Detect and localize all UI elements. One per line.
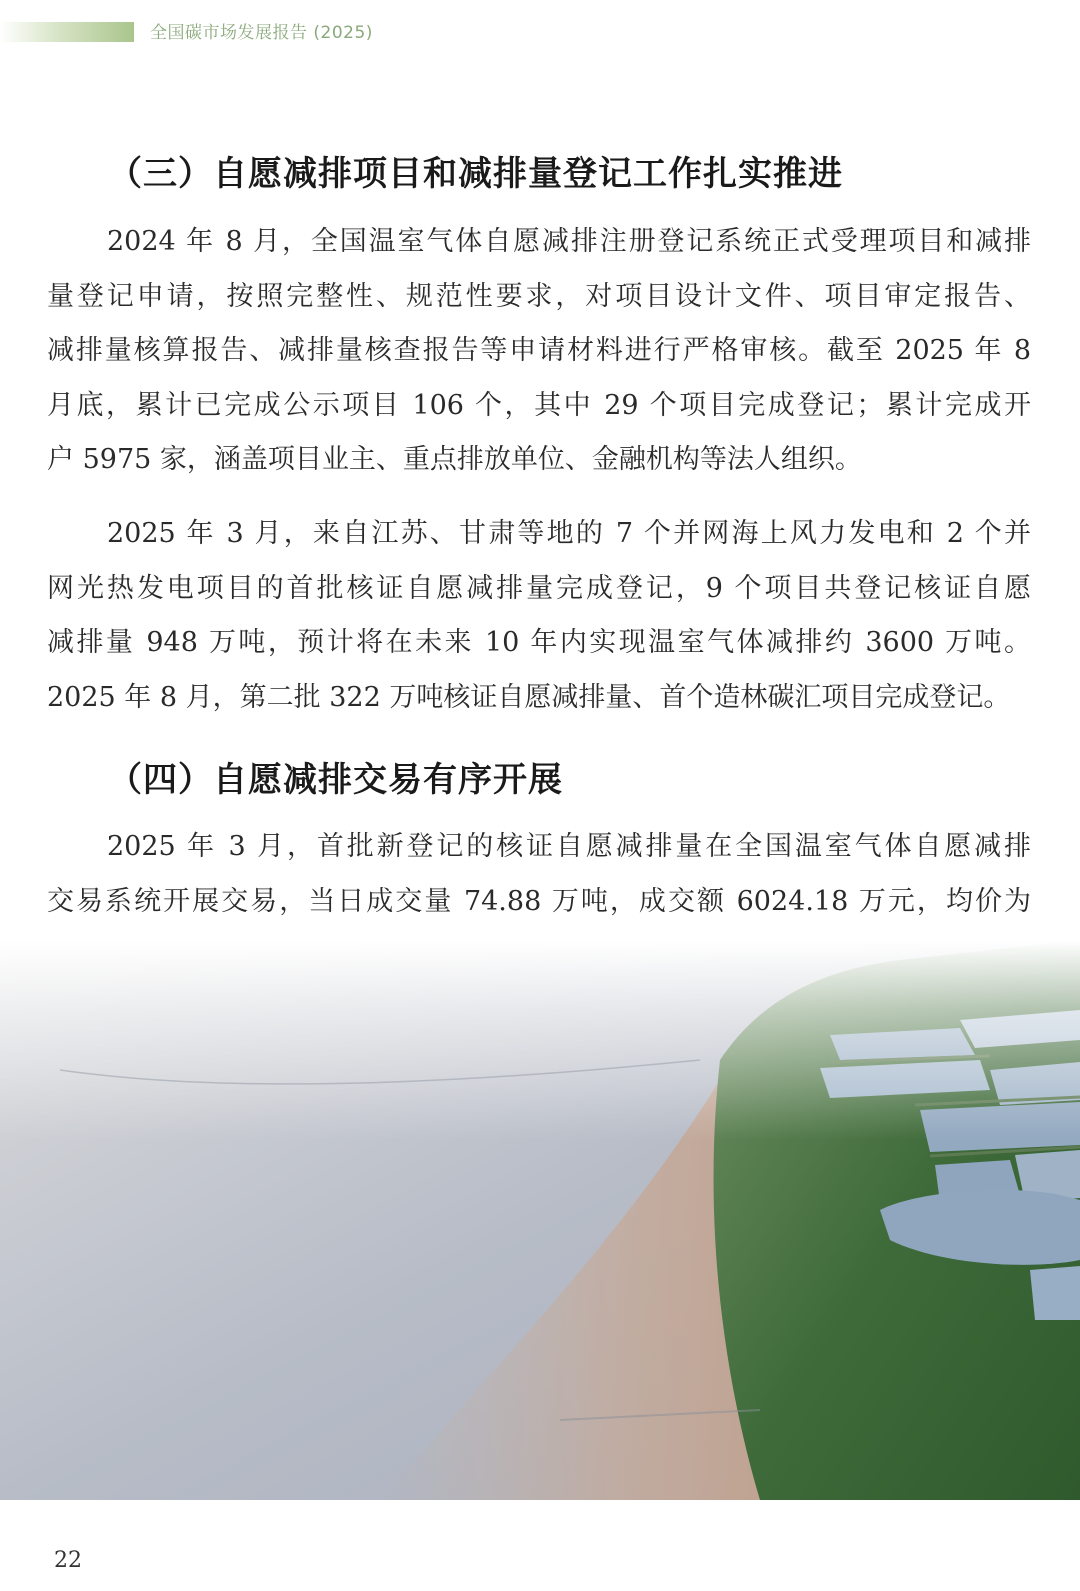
section-heading-4: （四）自愿减排交易有序开展 xyxy=(108,760,563,800)
section4-paragraph-1 xyxy=(47,820,1031,929)
page-number: 22 xyxy=(54,1548,82,1573)
paragraph-line: 2025 年 3 月，首批新登记的核证自愿减排量在全国温室气体自愿减排 xyxy=(107,831,1031,862)
mangrove-coast-illustration xyxy=(0,940,1080,1500)
aerial-coastline-photo xyxy=(0,940,1080,1500)
paragraph-line: 减排量 948 万吨，预计将在未来 10 年内实现温室气体减排约 3600 万吨。 xyxy=(47,627,1031,658)
paragraph-line: 2024 年 8 月，全国温室气体自愿减排注册登记系统正式受理项目和减排 xyxy=(107,226,1031,257)
paragraph-line: 量登记申请，按照完整性、规范性要求，对项目设计文件、项目审定报告、 xyxy=(47,280,1031,312)
paragraph-line: 户 5975 家，涵盖项目业主、重点排放单位、金融机构等法人组织。 xyxy=(47,444,862,475)
paragraph-line: 交易系统开展交易，当日成交量 74.88 万吨，成交额 6024.18 万元，均价为 xyxy=(47,885,1031,917)
paragraph-line: 2025 年 3 月，来自江苏、甘肃等地的 7 个并网海上风力发电和 2 个并 xyxy=(107,518,1031,549)
paragraph-line: 月底，累计已完成公示项目 106 个，其中 29 个项目完成登记；累计完成开 xyxy=(47,389,1031,421)
section-heading-3: （三）自愿减排项目和减排量登记工作扎实推进 xyxy=(108,154,843,194)
paragraph-line: 减排量核算报告、减排量核查报告等申请材料进行严格审核。截至 2025 年 8 xyxy=(47,335,1031,366)
paragraph-line: 2025 年 8 月，第二批 322 万吨核证自愿减排量、首个造林碳汇项目完成登记。 xyxy=(47,681,1011,713)
section3-paragraph-2 xyxy=(47,507,1031,725)
header-title: 全国碳市场发展报告 (2025) xyxy=(150,23,373,43)
paragraph-line: 网光热发电项目的首批核证自愿减排量完成登记，9 个项目共登记核证自愿 xyxy=(47,572,1031,604)
header-accent-bar xyxy=(0,22,134,42)
section3-paragraph-1 xyxy=(47,215,1031,488)
